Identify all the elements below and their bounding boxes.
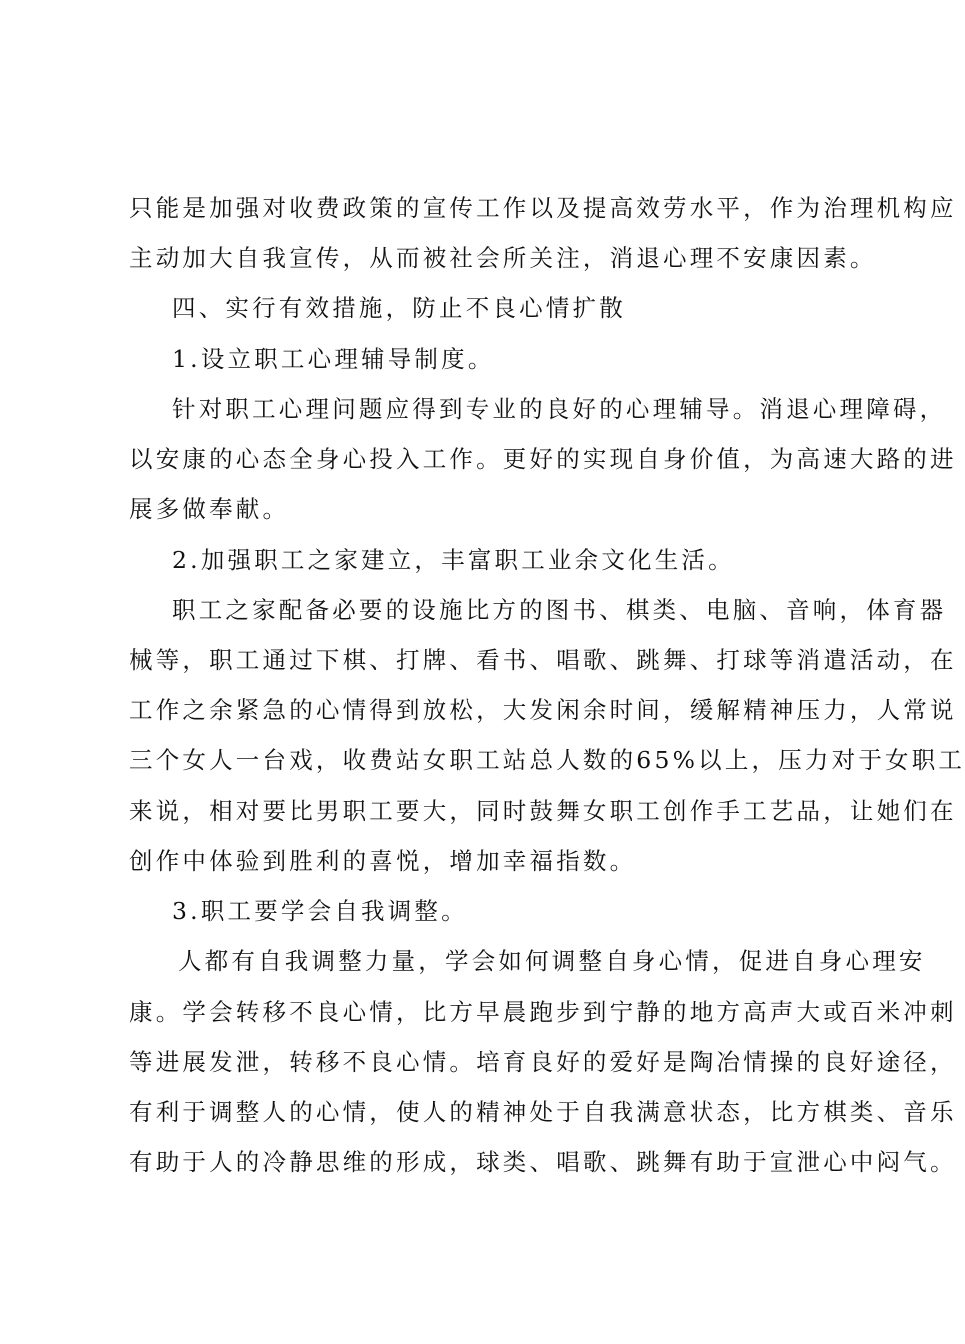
subsection-heading: 3.职工要学会自我调整。 (172, 897, 468, 925)
subsection-heading: 2.加强职工之家建立，丰富职工业余文化生活。 (172, 546, 735, 574)
subsection-heading: 1.设立职工心理辅导制度。 (172, 345, 495, 373)
paragraph-line: 康。学会转移不良心情，比方早晨跑步到宁静的地方高声大或百米冲刺 (129, 998, 957, 1026)
paragraph-line: 创作中体验到胜利的喜悦，增加幸福指数。 (129, 847, 637, 875)
paragraph-line: 三个女人一台戏，收费站女职工站总人数的65%以上，压力对于女职工 (129, 746, 965, 774)
paragraph-line: 只能是加强对收费政策的宣传工作以及提高效劳水平，作为治理机构应 (129, 194, 957, 222)
paragraph-line: 来说，相对要比男职工要大，同时鼓舞女职工创作手工艺品，让她们在 (129, 797, 957, 825)
paragraph-line: 职工之家配备必要的设施比方的图书、棋类、电脑、音响，体育器 (172, 596, 947, 624)
paragraph-line: 人都有自我调整力量，学会如何调整自身心情，促进自身心理安 (178, 947, 926, 975)
paragraph-line: 等进展发泄，转移不良心情。培育良好的爱好是陶冶情操的良好途径， (129, 1048, 957, 1076)
paragraph-line: 主动加大自我宣传，从而被社会所关注，消退心理不安康因素。 (129, 244, 877, 272)
paragraph-line: 工作之余紧急的心情得到放松，大发闲余时间，缓解精神压力，人常说 (129, 696, 957, 724)
section-heading: 四、实行有效措施，防止不良心情扩散 (172, 294, 626, 322)
paragraph-line: 以安康的心态全身心投入工作。更好的实现自身价值，为高速大路的进 (129, 445, 957, 473)
paragraph-line: 械等，职工通过下棋、打牌、看书、唱歌、跳舞、打球等消遣活动，在 (129, 646, 957, 674)
paragraph-line: 有助于人的冷静思维的形成，球类、唱歌、跳舞有助于宣泄心中闷气。 (129, 1148, 957, 1176)
paragraph-line: 有利于调整人的心情，使人的精神处于自我满意状态，比方棋类、音乐 (129, 1098, 957, 1126)
paragraph-line: 针对职工心理问题应得到专业的良好的心理辅导。消退心理障碍， (172, 395, 947, 423)
paragraph-line: 展多做奉献。 (129, 495, 290, 523)
